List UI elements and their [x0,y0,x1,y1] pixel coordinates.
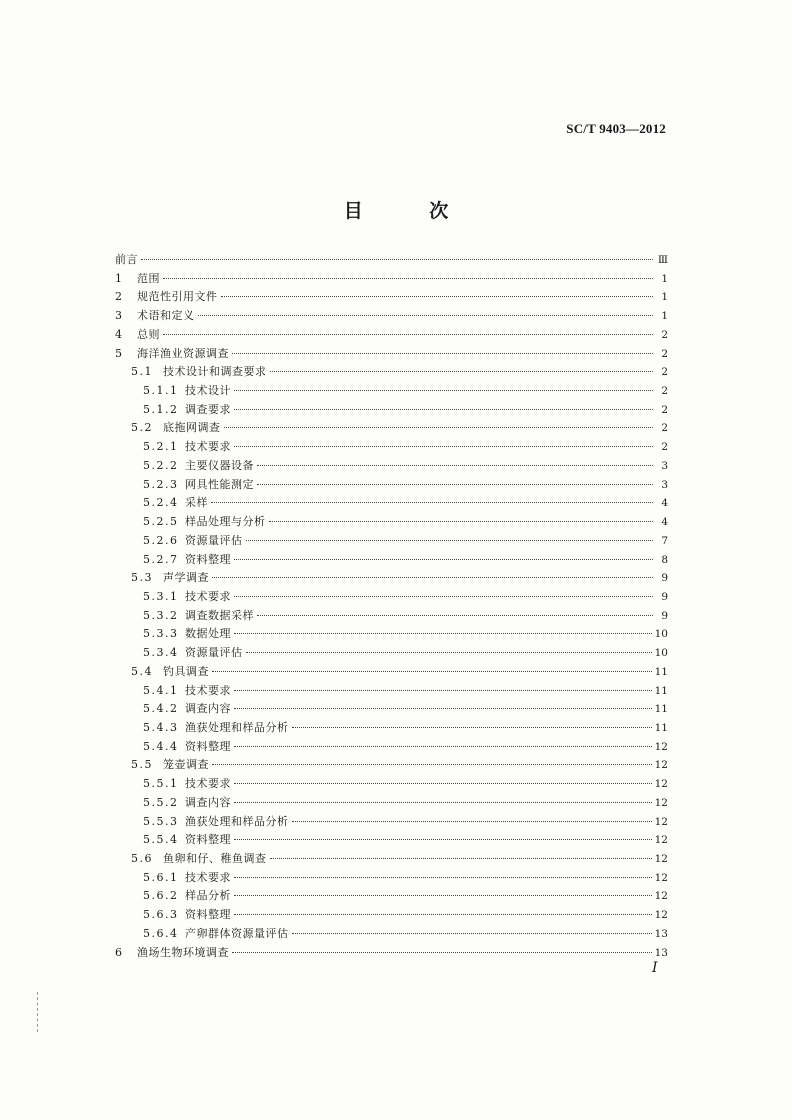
toc-entry-title: 产卵群体资源量评估 [185,926,289,940]
toc-entry-title: 调查内容 [185,795,231,809]
toc-entry[interactable] [115,644,668,663]
toc-entry-page: Ⅲ [657,254,668,266]
toc-entry-number: 5.1 [131,365,153,379]
toc-entry-title: 渔获处理和样品分析 [185,720,289,734]
toc-entry[interactable] [115,532,668,551]
toc-entry-number: 5.2.6 [143,533,179,547]
toc-entry-page: 12 [654,871,668,884]
toc-entry[interactable] [115,813,668,832]
toc-entry-page: 2 [661,328,668,341]
toc-dot-leader [234,559,653,560]
toc-entry-number: 5.5 [131,758,153,772]
toc-entry[interactable] [115,494,668,513]
toc-entry-page: 12 [654,853,668,865]
toc-entry[interactable] [115,513,668,532]
standard-code: SC/T 9403—2012 [566,121,666,136]
toc-entry-title: 鱼卵和仔、稚鱼调查 [163,852,267,865]
toc-entry-title: 技术要求 [185,777,231,791]
toc-dot-leader [292,933,652,934]
toc-entry-page: 11 [654,703,668,716]
toc-entry-title: 资源量评估 [185,646,243,660]
toc-entry-title: 资料整理 [185,739,231,753]
toc-entry-number: 5.5.2 [143,795,179,809]
toc-entry-title: 渔获处理和样品分析 [185,814,289,828]
toc-entry[interactable] [115,682,668,701]
toc-entry-title: 资料整理 [185,833,231,847]
toc-entry-page: 12 [654,834,668,847]
toc-entry[interactable] [115,775,668,794]
toc-entry-page: 1 [661,310,668,323]
toc-dot-leader [246,652,652,653]
toc-entry-number: 5.5.4 [143,833,179,847]
toc-entry-number: 5.3.4 [143,646,179,660]
toc-entry-page: 2 [661,385,668,398]
toc-entry[interactable] [115,925,668,944]
toc-dot-leader [257,465,653,466]
toc-entry[interactable] [115,756,668,775]
toc-entry[interactable] [115,288,668,307]
toc-entry-title: 技术设计和调查要求 [163,365,267,379]
toc-entry[interactable] [115,869,668,888]
toc-entry-number: 4 [115,327,124,341]
toc-entry-page: 12 [654,890,668,903]
toc-entry-number: 5.6.2 [143,889,179,903]
toc-entry[interactable] [115,551,668,570]
toc-dot-leader [270,371,654,372]
toc-entry-page: 12 [654,796,668,809]
toc-dot-leader [292,727,652,728]
toc-dot-leader [234,802,652,803]
toc-entry-page: 2 [661,347,668,360]
toc-title: 目 次 [343,200,479,222]
toc-entry[interactable] [115,326,668,345]
toc-entry-number: 5 [115,346,124,360]
toc-entry-title: 调查要求 [185,402,231,416]
toc-entry-number: 5.5.3 [143,814,179,828]
toc-entry-title: 调查数据采样 [185,608,254,622]
toc-dot-leader [269,521,654,522]
toc-entry-number: 5.6.3 [143,908,179,922]
toc-dot-leader [232,952,652,953]
toc-dot-leader [212,577,653,578]
toc-entry-number: 5.2.4 [143,496,179,510]
toc-entry[interactable] [115,663,668,682]
toc-dot-leader [211,502,653,503]
toc-entry-title: 网具性能测定 [185,477,254,491]
toc-dot-leader [257,615,653,616]
toc-dot-leader [198,315,654,316]
toc-entry-title: 资源量评估 [185,533,243,547]
toc-entry-number: 5.3.3 [143,627,179,641]
toc-dot-leader [270,858,652,859]
toc-entry-title: 前言 [115,253,138,266]
toc-entry-title: 笼壶调查 [163,758,209,772]
toc-entry[interactable] [115,850,668,869]
toc-entry[interactable] [115,700,668,719]
toc-entry-title: 样品分析 [185,889,231,903]
toc-dot-leader [246,540,654,541]
toc-entry-page: 9 [661,590,668,603]
toc-entry-number: 5.1.1 [143,384,179,398]
toc-entry-title: 钓具调查 [163,664,209,678]
toc-entry[interactable] [115,476,668,495]
toc-entry-page: 1 [661,291,668,304]
toc-entry-page: 2 [661,403,668,416]
toc-entry-page: 11 [654,665,668,678]
toc-dot-leader [234,446,653,447]
toc-dot-leader [257,484,653,485]
toc-dot-leader [212,764,652,765]
toc-entry-page: 4 [661,497,668,510]
toc-entry-number: 1 [115,271,124,285]
toc-entry-title: 数据处理 [185,627,231,641]
toc-entry-title: 技术要求 [185,870,231,884]
toc-entry-title: 渔场生物环境调查 [137,945,229,959]
toc-entry-number: 5.4.3 [143,720,179,734]
toc-dot-leader [234,390,653,391]
toc-entry-number: 5.2 [131,421,153,435]
toc-list [115,251,668,962]
toc-entry-number: 5.4.2 [143,702,179,716]
toc-entry-page: 9 [661,609,668,622]
toc-entry-number: 5.4.1 [143,683,179,697]
toc-dot-leader [141,259,653,260]
toc-entry-number: 5.1.2 [143,402,179,416]
toc-dot-leader [212,671,652,672]
scan-artifact [37,992,39,1032]
toc-entry[interactable] [115,307,668,326]
toc-entry-number: 5.6 [131,852,153,865]
toc-entry-number: 5.3 [131,571,153,585]
toc-entry-title: 资料整理 [185,908,231,922]
toc-entry-page: 9 [661,572,668,585]
toc-entry-page: 2 [661,366,668,379]
toc-entry[interactable] [115,382,668,401]
toc-entry-page: 10 [654,628,668,641]
toc-dot-leader [234,895,652,896]
toc-entry-number: 5.2.1 [143,440,179,454]
toc-entry-number: 5.6.1 [143,870,179,884]
toc-entry-title: 采样 [185,496,208,510]
toc-entry[interactable] [115,270,668,289]
toc-entry-title: 范围 [137,271,160,285]
toc-entry-page: 7 [661,534,668,547]
toc-entry-page: 12 [654,759,668,772]
toc-entry-number: 5.4.4 [143,739,179,753]
toc-entry-number: 3 [115,309,124,323]
toc-entry-title: 术语和定义 [137,309,195,323]
toc-entry-page: 4 [661,516,668,529]
toc-entry-title: 样品处理与分析 [185,515,266,529]
toc-entry-page: 11 [654,684,668,697]
toc-entry-page: 2 [661,422,668,435]
toc-entry-title: 声学调查 [163,571,209,585]
toc-dot-leader [224,427,654,428]
toc-entry-number: 5.3.2 [143,608,179,622]
toc-entry-title: 调查内容 [185,702,231,716]
toc-entry-page: 12 [654,815,668,828]
toc-entry-number: 5.2.5 [143,515,179,529]
toc-dot-leader [234,409,653,410]
toc-entry-title: 技术要求 [185,440,231,454]
toc-entry-page: 1 [661,272,668,285]
toc-entry-page: 11 [654,721,668,734]
toc-dot-leader [234,596,653,597]
toc-entry-title: 底拖网调查 [163,421,221,435]
toc-entry-title: 规范性引用文件 [137,290,218,304]
toc-entry-page: 13 [654,946,668,959]
toc-entry-number: 6 [115,945,124,959]
toc-entry-page: 12 [654,778,668,791]
toc-dot-leader [234,746,652,747]
toc-entry-title: 技术要求 [185,683,231,697]
toc-dot-leader [234,783,652,784]
toc-entry-title: 主要仪器设备 [185,458,254,472]
toc-dot-leader [234,877,652,878]
toc-entry-number: 5.2.7 [143,552,179,566]
toc-entry-page: 8 [661,553,668,566]
toc-entry[interactable] [115,588,668,607]
toc-dot-leader [234,690,652,691]
toc-entry-title: 技术设计 [185,384,231,398]
toc-entry[interactable] [115,438,668,457]
toc-dot-leader [234,708,652,709]
toc-entry-title: 资料整理 [185,552,231,566]
toc-entry[interactable] [115,569,668,588]
toc-entry-number: 5.4 [131,664,153,678]
toc-entry-page: 10 [654,647,668,660]
toc-entry[interactable] [115,794,668,813]
page-number: Ⅰ [652,960,658,976]
toc-entry-title: 总则 [137,327,160,341]
toc-entry[interactable] [115,251,668,270]
toc-entry[interactable] [115,625,668,644]
toc-dot-leader [163,334,653,335]
toc-dot-leader [292,821,652,822]
toc-entry-number: 5.3.1 [143,589,179,603]
toc-entry-title: 海洋渔业资源调查 [137,346,229,360]
toc-entry[interactable] [115,607,668,626]
toc-entry[interactable] [115,944,668,963]
toc-entry-page: 3 [661,459,668,472]
toc-entry-number: 2 [115,290,124,304]
toc-entry[interactable] [115,906,668,925]
toc-entry[interactable] [115,738,668,757]
toc-dot-leader [163,278,653,279]
toc-entry-title: 技术要求 [185,589,231,603]
toc-entry-page: 3 [661,478,668,491]
toc-entry-page: 12 [654,909,668,922]
toc-entry[interactable] [115,401,668,420]
toc-entry-page: 12 [654,740,668,753]
toc-dot-leader [234,914,652,915]
toc-entry-page: 2 [661,441,668,454]
toc-entry[interactable] [115,363,668,382]
toc-dot-leader [234,633,652,634]
toc-entry-number: 5.6.4 [143,926,179,940]
toc-entry-number: 5.2.2 [143,458,179,472]
toc-entry[interactable] [115,457,668,476]
toc-entry[interactable] [115,345,668,364]
toc-entry[interactable] [115,419,668,438]
toc-entry[interactable] [115,887,668,906]
toc-entry-number: 5.2.3 [143,477,179,491]
toc-dot-leader [234,839,652,840]
toc-entry[interactable] [115,831,668,850]
toc-dot-leader [232,353,653,354]
toc-entry-page: 13 [654,927,668,940]
toc-entry-number: 5.5.1 [143,777,179,791]
toc-entry[interactable] [115,719,668,738]
toc-dot-leader [221,296,654,297]
